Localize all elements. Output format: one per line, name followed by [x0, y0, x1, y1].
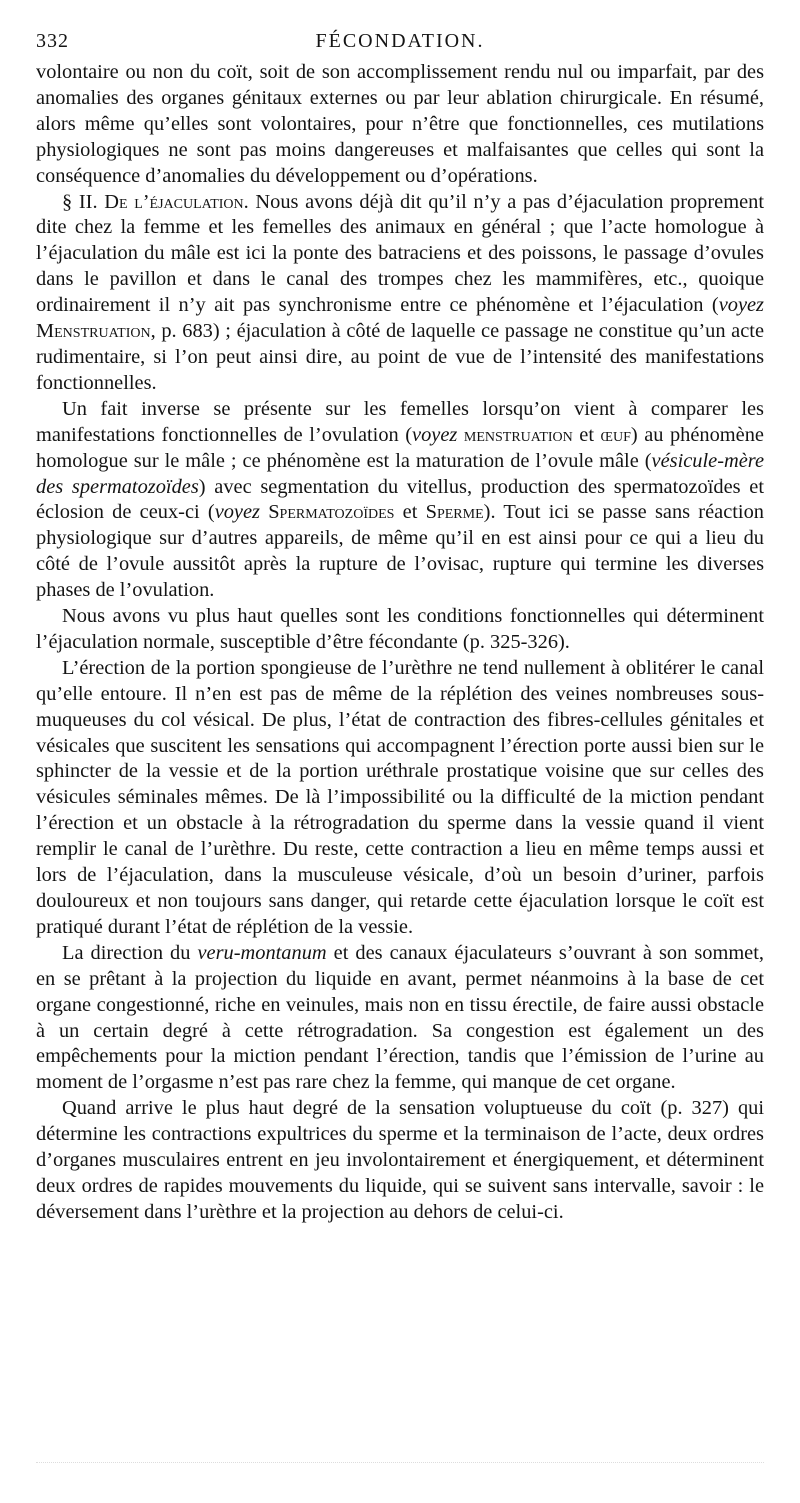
- body-text: [36, 60, 764, 1226]
- paragraph: [36, 397, 764, 604]
- paragraph: [36, 604, 764, 656]
- text-run: § II.: [62, 190, 105, 213]
- small-caps-text: Sperme: [425, 501, 484, 524]
- paragraph: [36, 1096, 764, 1226]
- italic-text: voyez: [412, 423, 458, 446]
- book-page: [36, 26, 764, 1226]
- page-bottom-edge: [36, 1462, 764, 1465]
- text-run: et des canaux éjaculateurs s’ouvrant à son sommet, en se prêtant à la projection du liquide en avant, permet néanmoins à la base de cet organe congestionné, riche en veinules, mais non en tissu érectile, de faire aussi obstacle à un certain degré à cette rétrogradation. Sa congestion est également un des empêchements pour la miction pendant l’érection, tandis que l’émission de l’urine au moment de l’orgasme n’est pas rare chez la femme, qui manque de cet organe.: [36, 941, 764, 1094]
- italic-text: veru-montanum: [197, 941, 327, 964]
- small-caps-text: Menstruation: [36, 320, 151, 343]
- text-run: ) au phénomène homologue sur le mâle ; ce phénomène est la maturation de l’ovule mâle (: [36, 423, 764, 472]
- text-run: Quand arrive le plus haut degré de la sensation voluptueuse du coït (p. 327) qui détermine les contractions expultrices du sperme et la terminaison de l’acte, deux ordres d’organes musculaires entrent en jeu involontairement et énergiquement, et déterminent deux ordres de rapides mouvements du liquide, qui se suivent sans intervalle, savoir : le déversement dans l’urèthre et la projection au dehors de celui-ci.: [36, 1097, 764, 1223]
- text-run: La direction du: [62, 941, 198, 964]
- italic-text: voyez: [214, 501, 260, 524]
- small-caps-text: De l’éjaculation.: [104, 190, 249, 213]
- running-title: FÉCONDATION.: [315, 30, 485, 52]
- text-run: ) avec segmentation du vitellus, production des spermatozoïdes et éclosion de ceux-ci (: [36, 475, 764, 524]
- small-caps-text: œuf: [600, 423, 631, 446]
- running-head: [36, 26, 764, 60]
- text-run: [260, 501, 268, 523]
- paragraph: [36, 60, 764, 190]
- text-run: ). Tout ici se passe sans réaction physiologique sur d’autres appareils, de même qu’il en est ainsi pour ce qui a lieu du côté de l’ovule aussitôt après la rupture de l’ovisac, rupture qui termine les diverses phases de l’ovulation.: [36, 501, 764, 602]
- text-run: , p. 683) ; éjaculation à côté de laquelle ce passage ne constitue qu’un acte rudimentaire, si l’on peut ainsi dire, au point de vue de l’intensité des manifestations fonctionnelles.: [36, 320, 764, 394]
- text-run: L’érection de la portion spongieuse de l’urèthre ne tend nullement à oblitérer le canal qu’elle entoure. Il n’en est pas de même de la réplétion des veines nombreuses sous-muqueuses du col vésical. De plus, l’état de contraction des fibres-cellules génitales et vésicales que suscitent les sensations qui accompagnent l’érection porte aussi bien sur le sphincter de la vessie et de la portion uréthrale prostatique voisine que sur celles des vésicules séminales mêmes. De là l’impossibilité ou la difficulté de la miction pendant l’érection et un obstacle à la rétrogradation du sperme dans la vessie quand il vient remplir le canal de l’urèthre. Du reste, cette contraction a lieu en même temps aussi et lors de l’éjaculation, dans la musculeuse vésicale, d’où un besoin d’uriner, parfois douloureux et non toujours sans danger, qui retarde cette éjaculation lorsque le coït est pratiqué durant l’état de réplétion de la vessie.: [36, 656, 764, 938]
- text-run: et: [572, 423, 601, 446]
- text-run: Nous avons déjà dit qu’il n’y a pas d’éjaculation proprement dite chez la femme et les femelles des animaux en général ; que l’acte homologue à l’éjaculation du mâle est ici la ponte des batraciens et des poissons, le passage d’ovules dans le pavillon et dans le canal des trompes chez les mammifères, etc., quoique ordinairement il n’y ait pas synchronisme entre ce phénomène et l’éjaculation (: [36, 190, 764, 317]
- small-caps-text: menstruation: [463, 423, 573, 446]
- page-number: 332: [36, 30, 69, 52]
- text-run: et: [394, 501, 426, 524]
- text-run: Nous avons vu plus haut quelles sont les conditions fonctionnelles qui déterminent l’éjaculation normale, susceptible d’être fécondante (p. 325-326).: [36, 605, 764, 653]
- paragraph: [36, 656, 764, 941]
- paragraph: [36, 941, 764, 1096]
- small-caps-text: Spermatozoïdes: [268, 501, 395, 524]
- italic-text: vésicule-mère des spermatozoïdes: [36, 449, 764, 498]
- text-run: volontaire ou non du coït, soit de son accomplissement rendu nul ou imparfait, par des anomalies des organes génitaux externes ou par leur ablation chirurgicale. En résumé, alors même qu’elles sont volontaires, pour n’être que fonctionnelles, ces mutilations physiologiques ne sont pas moins dangereuses et malfaisantes que celles qui sont la conséquence d’anomalies du développement ou d’opérations.: [36, 61, 764, 187]
- italic-text: voyez: [718, 294, 764, 317]
- paragraph: [36, 190, 764, 397]
- text-run: Un fait inverse se présente sur les femelles lorsqu’on vient à comparer les manifestations fonctionnelles de l’ovulation (: [36, 397, 764, 446]
